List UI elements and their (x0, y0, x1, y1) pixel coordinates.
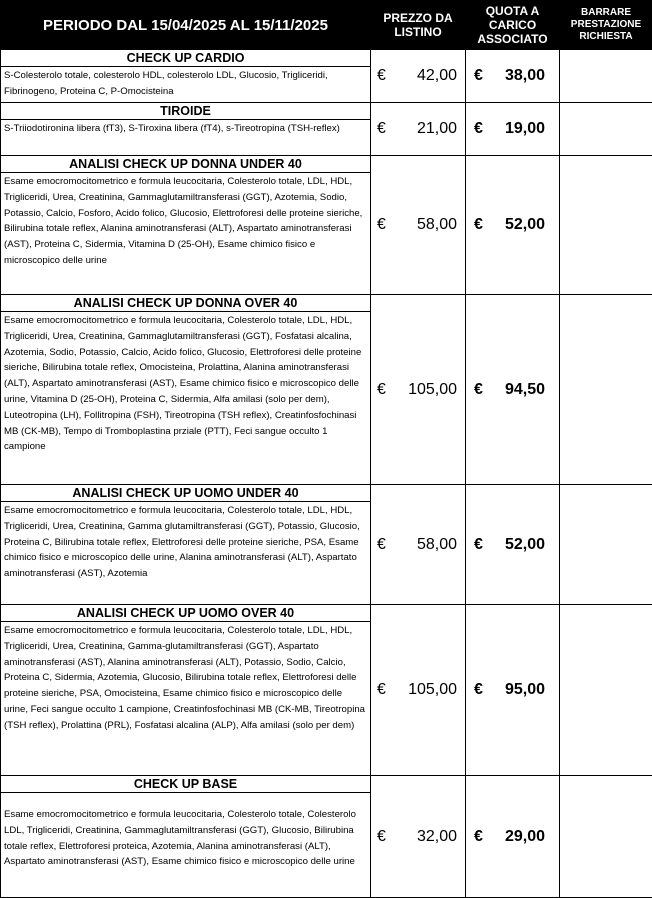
member-price-cell (466, 103, 560, 156)
member-price: 52,00 (504, 535, 545, 553)
member-price: 52,00 (504, 216, 545, 233)
package-description: S-Triiodotironina libera (fT3), S-Tiroxina libera (fT4), s-Tireotropina (TSH-reflex) (4, 123, 340, 134)
currency-symbol: € (474, 67, 483, 84)
member-price: 94,50 (504, 380, 545, 398)
package-cell (1, 605, 371, 776)
currency-symbol: € (377, 827, 386, 845)
package-cell (1, 776, 371, 898)
package-description: Esame emocromocitometrico e formula leucocitaria, Colesterolo totale, LDL, HDL, Trigliceridi, Urea, Creatinina, Gamma-glutamiltransferasi (GGT), Aspartato aminotransferasi (AST), Alanina aminotransferasi (ALT), Potassio, Sodio, Calcio, Proteina C, Sidermia, Azotemia, Glucosio, Bilirubina totale reflex, Elettroforesi delle proteine sieriche, PSA, Omocisteina, Esame chimico fisico e microscopico delle urine, Feci sangue occulto 1 campione, Creatinfosfochinasi MB (CK-MB, Tireotropina (TSH reflex), Prolattina (PRL), Fosfatasi alcalina (ALP), Alfa amilasi (solo per dem) (4, 625, 365, 731)
mark-service-header: BARRARE PRESTAZIONE RICHIESTA (560, 1, 652, 50)
package-title: CHECK UP BASE (1, 776, 370, 793)
member-price: 19,00 (504, 120, 545, 137)
list-price: 32,00 (416, 827, 457, 845)
package-description: S-Colesterolo totale, colesterolo HDL, colesterolo LDL, Glucosio, Trigliceridi, Fibrinogeno, Proteina C, P-Omocisteina (4, 70, 328, 97)
package-description: Esame emocromocitometrico e formula leucocitaria, Colesterolo totale, Colesterolo LDL, Trigliceridi, Creatinina, Gammaglutamiltransferasi (GGT), Glucosio, Bilirubina totale reflex, Elettroforesi proteica, Azotemia, Alanina aminotransferasi (ALT), Aspartato aminotransferasi (AST), Esame chimico fisico e microscopico delle urine (4, 809, 356, 868)
mark-service-cell[interactable] (560, 776, 652, 898)
mark-service-cell[interactable] (560, 485, 652, 605)
list-price-cell (371, 50, 466, 103)
list-price: 58,00 (416, 535, 457, 553)
member-price-cell (466, 605, 560, 776)
period-header: PERIODO DAL 15/04/2025 AL 15/11/2025 (1, 1, 371, 50)
list-price-cell (371, 295, 466, 485)
currency-symbol: € (474, 216, 483, 233)
package-description: Esame emocromocitometrico e formula leucocitaria, Colesterolo totale, LDL, HDL, Trigliceridi, Urea, Creatinina, Gamma glutamiltransferasi (GGT), Potassio, Glucosio, Proteina C, Bilirubina totale reflex, Elettroforesi delle proteine sieriche, PSA, Esame chimico fisico e microscopico delle urine, Alanina aminotransferasi (ALT), Aspartato aminotransferasi (AST), Azotemia (4, 505, 360, 580)
package-cell (1, 295, 371, 485)
currency-symbol: € (377, 216, 386, 233)
member-price-cell (466, 485, 560, 605)
currency-symbol: € (377, 681, 386, 698)
currency-symbol: € (474, 535, 483, 553)
package-title: ANALISI CHECK UP DONNA UNDER 40 (1, 156, 370, 173)
currency-symbol: € (474, 120, 483, 137)
currency-symbol: € (474, 827, 483, 845)
currency-symbol: € (474, 380, 483, 398)
list-price: 105,00 (408, 380, 457, 398)
table-row (1, 103, 652, 156)
currency-symbol: € (474, 681, 483, 698)
mark-service-cell[interactable] (560, 605, 652, 776)
member-price-cell (466, 156, 560, 295)
package-title: CHECK UP CARDIO (1, 50, 370, 67)
package-description: Esame emocromocitometrico e formula leucocitaria, Colesterolo totale, LDL, HDL, Trigliceridi, Urea, Creatinina, Gammaglutamiltransferasi (GGT), Azotemia, Sodio, Potassio, Calcio, Fosforo, Acido folico, Glucosio, Elettroforesi delle proteine sieriche, Bilirubina totale reflex, Alanina aminotransferasi (ALT), Aspartato aminotransferasi (AST), Proteina C, Sidermia, Vitamina D (25-OH), Esame chimico fisico e microscopico delle urine (4, 176, 363, 266)
package-cell (1, 50, 371, 103)
list-price: 58,00 (416, 216, 457, 233)
member-quota-header: QUOTA A CARICO ASSOCIATO (466, 1, 560, 50)
currency-symbol: € (377, 120, 386, 137)
package-cell (1, 156, 371, 295)
mark-service-cell[interactable] (560, 156, 652, 295)
list-price-cell (371, 605, 466, 776)
package-title: TIROIDE (1, 103, 370, 120)
list-price: 105,00 (408, 681, 457, 698)
mark-service-cell[interactable] (560, 103, 652, 156)
member-price-cell (466, 776, 560, 898)
list-price-cell (371, 776, 466, 898)
package-title: ANALISI CHECK UP UOMO OVER 40 (1, 605, 370, 622)
mark-service-cell[interactable] (560, 50, 652, 103)
list-price: 21,00 (416, 120, 457, 137)
currency-symbol: € (377, 380, 386, 398)
list-price-header: PREZZO DA LISTINO (371, 1, 466, 50)
member-price-cell (466, 50, 560, 103)
package-cell (1, 485, 371, 605)
list-price-cell (371, 103, 466, 156)
package-title: ANALISI CHECK UP UOMO UNDER 40 (1, 485, 370, 502)
member-price: 95,00 (504, 681, 545, 698)
list-price: 42,00 (416, 67, 457, 84)
list-price-cell (371, 485, 466, 605)
member-price: 38,00 (504, 67, 545, 84)
header-row (1, 1, 652, 50)
table-row (1, 605, 652, 776)
table-row (1, 50, 652, 103)
table-row (1, 295, 652, 485)
currency-symbol: € (377, 535, 386, 553)
package-title: ANALISI CHECK UP DONNA OVER 40 (1, 295, 370, 312)
member-price-cell (466, 295, 560, 485)
table-row (1, 485, 652, 605)
currency-symbol: € (377, 67, 386, 84)
package-description: Esame emocromocitometrico e formula leucocitaria, Colesterolo totale, LDL, HDL, Trigliceridi, Urea, Creatinina, Gammaglutamiltransferasi (GGT), Fosfatasi alcalina, Azotemia, Sodio, Potassio, Calcio, Acido folico, Glucosio, Elettroforesi delle proteine sieriche, Bilirubina totale reflex, Omocisteina, Prolattina, Alanina aminotransferasi (ALT), Aspartato aminotransferasi (AST), Esame chimico fisico e microscopico delle urine, Vitamina D (25-OH), Proteina C, Sidermia, Alfa amilasi (solo per dem), Luteotropina (LH), Follitropina (FSH), Tireotropina (TSH reflex), Creatinfosfochinasi MB (CK-MB), Tempo di Tromboplastina prziale (PTT), Feci sangue occulto 1 campione (4, 315, 362, 453)
list-price-cell (371, 156, 466, 295)
table-row (1, 156, 652, 295)
table-row (1, 776, 652, 898)
package-cell (1, 103, 371, 156)
mark-service-cell[interactable] (560, 295, 652, 485)
member-price: 29,00 (504, 827, 545, 845)
